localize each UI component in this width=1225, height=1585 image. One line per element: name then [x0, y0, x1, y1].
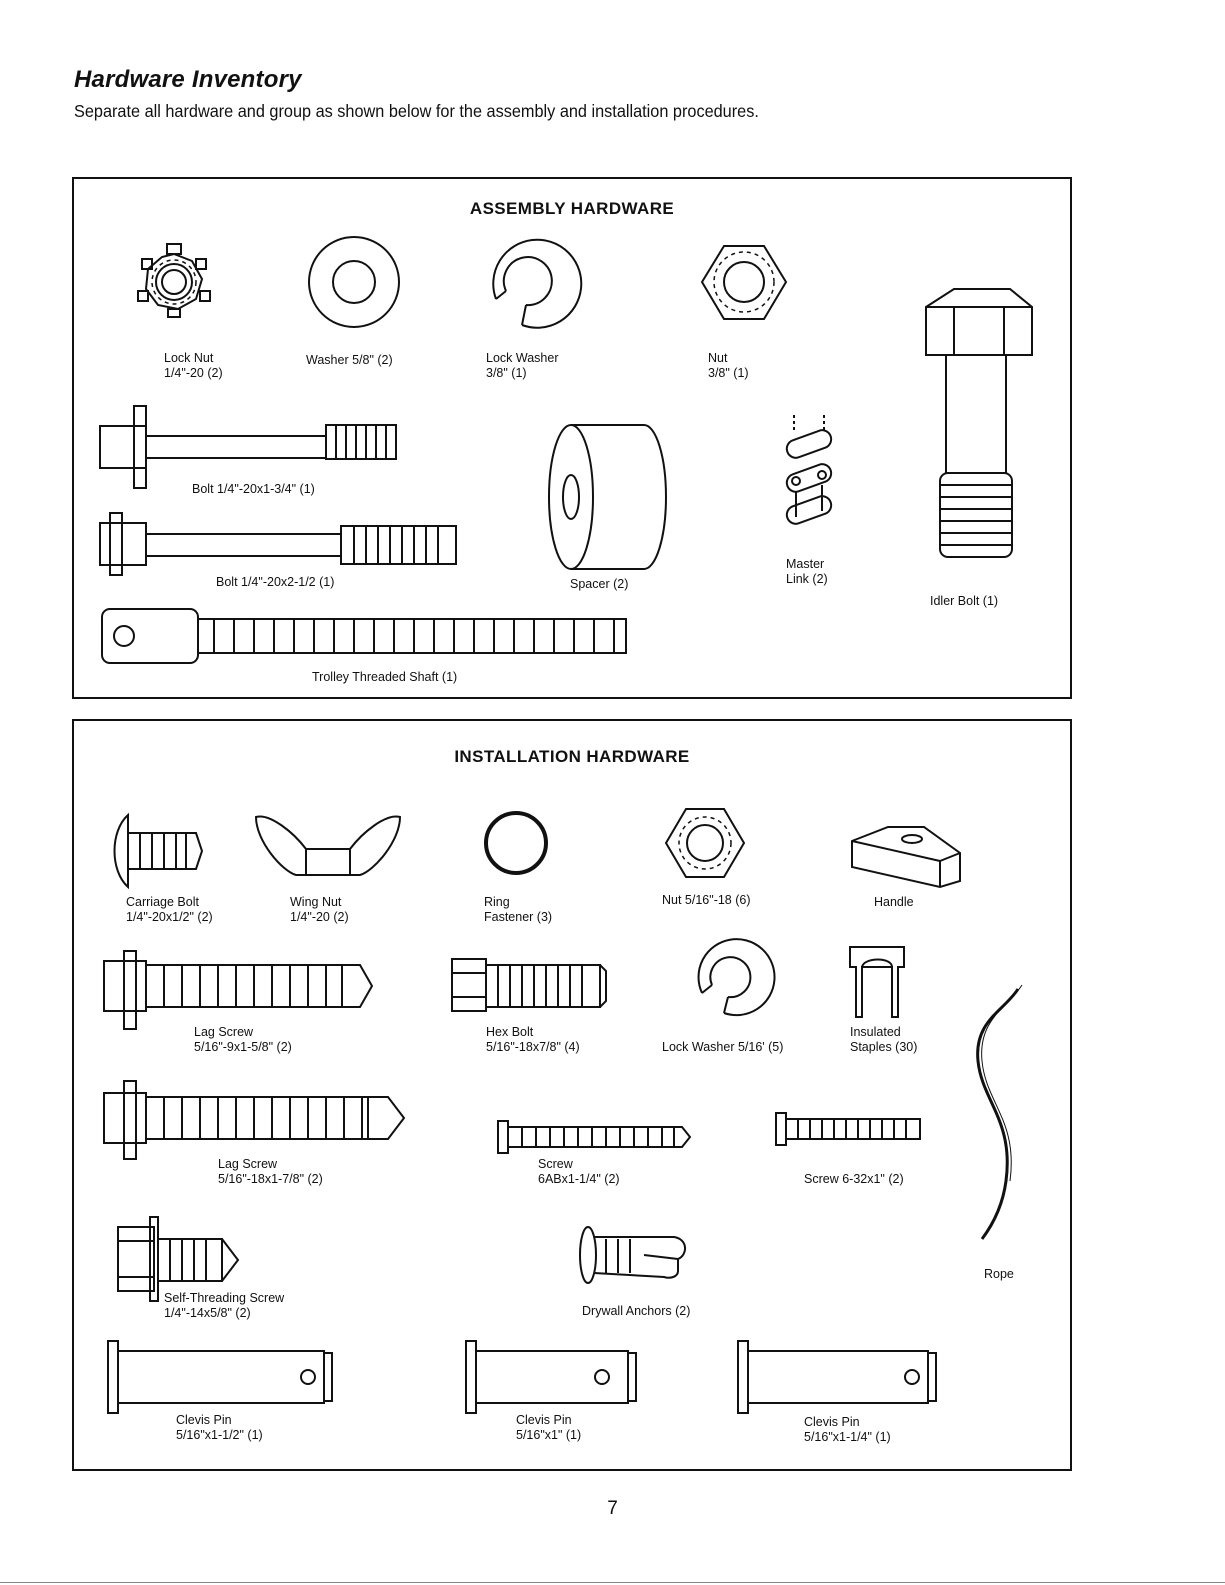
clevis-pin-3-illustration — [738, 1341, 936, 1413]
insulated-staples-illustration — [850, 947, 904, 1017]
spacer-illustration — [549, 425, 666, 569]
bolt-long-illustration — [100, 513, 456, 575]
trolley-shaft-label: Trolley Threaded Shaft (1) — [312, 670, 458, 684]
hex-bolt-label: Hex Bolt 5/16"-18x7/8" (4) — [486, 1025, 580, 1054]
carriage-bolt-label: Carriage Bolt 1/4"-20x1/2" (2) — [126, 895, 213, 924]
nut-5-16-illustration — [666, 809, 744, 877]
spacer-label: Spacer (2) — [570, 577, 629, 591]
screw-6ab-illustration — [498, 1121, 690, 1153]
wing-nut-label: Wing Nut 1/4"-20 (2) — [290, 895, 349, 924]
handle-label: Handle — [874, 895, 914, 909]
clevis-pin-1-illustration — [108, 1341, 332, 1413]
master-link-illustration — [784, 415, 833, 526]
clevis-pin-1-label: Clevis Pin 5/16"x1-1/2" (1) — [176, 1413, 263, 1442]
bottom-rule — [0, 1582, 1225, 1583]
insulated-staples-label: Insulated Staples (30) — [850, 1025, 918, 1054]
idler-bolt-label: Idler Bolt (1) — [930, 594, 999, 608]
bolt-short-label: Bolt 1/4"-20x1-3/4" (1) — [192, 482, 315, 496]
ring-fastener-illustration — [486, 813, 546, 873]
drywall-anchors-label: Drywall Anchors (2) — [582, 1304, 691, 1318]
idler-bolt-illustration — [926, 289, 1032, 557]
nut-illustration — [702, 246, 786, 319]
bolt-long-label: Bolt 1/4"-20x2-1/2 (1) — [216, 575, 335, 589]
installation-illustrations — [74, 721, 1074, 1473]
lag-screw-1-label: Lag Screw 5/16"-9x1-5/8" (2) — [194, 1025, 292, 1054]
clevis-pin-2-label: Clevis Pin 5/16"x1" (1) — [516, 1413, 582, 1442]
clevis-pin-2-illustration — [466, 1341, 636, 1413]
hex-bolt-illustration — [452, 959, 606, 1011]
screw-6-32-label: Screw 6-32x1" (2) — [804, 1172, 904, 1186]
intro-text: Separate all hardware and group as shown below for the assembly and installation procedures. — [74, 101, 759, 121]
lag-screw-2-illustration — [104, 1081, 404, 1159]
self-threading-screw-illustration — [118, 1217, 238, 1301]
washer-label: Washer 5/8" (2) — [306, 353, 393, 367]
screw-6ab-label: Screw 6ABx1-1/4" (2) — [538, 1157, 620, 1186]
bolt-short-illustration — [100, 406, 396, 488]
master-link-label: Master Link (2) — [786, 557, 828, 586]
clevis-pin-3-label: Clevis Pin 5/16"x1-1/4" (1) — [804, 1415, 891, 1444]
nut-5-16-label: Nut 5/16"-18 (6) — [662, 893, 751, 907]
lock-nut-illustration — [138, 244, 210, 317]
trolley-shaft-illustration — [102, 609, 626, 663]
handle-illustration — [852, 827, 960, 887]
lock-nut-label: Lock Nut 1/4"-20 (2) — [164, 351, 223, 380]
installation-heading: INSTALLATION HARDWARE — [454, 747, 690, 766]
carriage-bolt-illustration — [115, 815, 203, 887]
lock-washer-label: Lock Washer 3/8" (1) — [486, 351, 559, 380]
drywall-anchor-illustration — [580, 1227, 685, 1283]
screw-6-32-illustration — [776, 1113, 920, 1145]
nut-label: Nut 3/8" (1) — [708, 351, 749, 380]
washer-illustration — [309, 237, 399, 327]
lock-washer-5-16-illustration — [699, 939, 775, 1015]
lag-screw-2-label: Lag Screw 5/16"-18x1-7/8" (2) — [218, 1157, 323, 1186]
page-number: 7 — [607, 1498, 618, 1519]
self-threading-screw-label: Self-Threading Screw 1/4"-14x5/8" (2) — [164, 1291, 285, 1320]
rope-label: Rope — [984, 1267, 1014, 1281]
installation-hardware-panel — [72, 719, 1072, 1471]
page-title: Hardware Inventory — [74, 66, 302, 93]
wing-nut-illustration — [256, 816, 400, 875]
assembly-hardware-panel — [72, 177, 1072, 699]
assembly-heading: ASSEMBLY HARDWARE — [469, 199, 675, 218]
rope-illustration — [978, 985, 1022, 1239]
lag-screw-1-illustration — [104, 951, 372, 1029]
ring-fastener-label: Ring Fastener (3) — [484, 895, 553, 924]
lock-washer-illustration — [493, 240, 581, 328]
lock-washer-5-16-label: Lock Washer 5/16' (5) — [662, 1040, 784, 1054]
assembly-illustrations — [74, 179, 1074, 701]
